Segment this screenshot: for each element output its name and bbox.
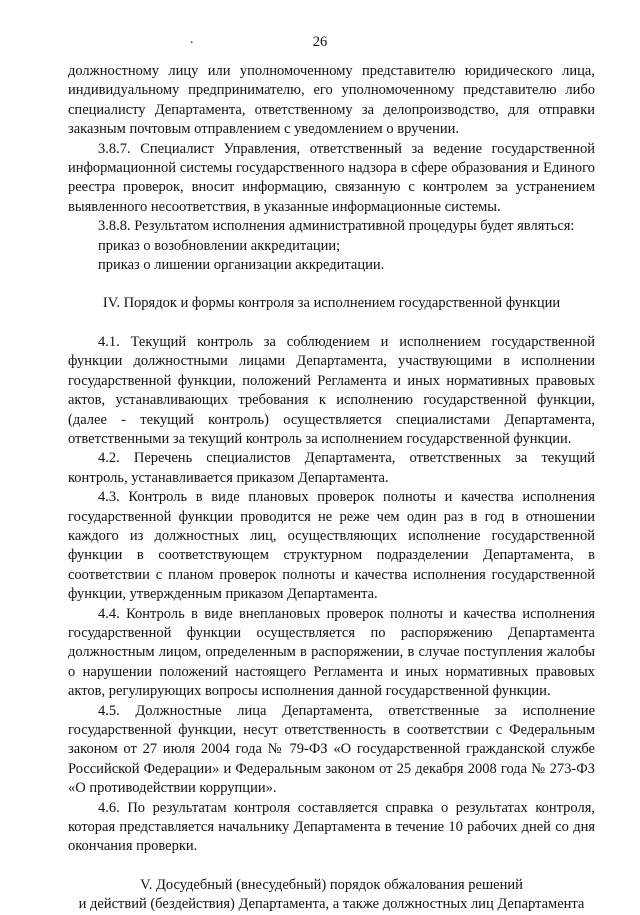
- stray-mark: .: [190, 32, 194, 47]
- document-body: [68, 62, 595, 915]
- paragraph-4-2: 4.2. Перечень специалистов Департамента, ответственных за текущий контроль, устанавливается приказом Департамента.: [68, 450, 595, 486]
- page-number: 26: [312, 34, 328, 50]
- paragraph-continuation: должностному лицу или уполномоченному представителю юридического лица, индивидуальному предпринимателю, его уполномоченному представителю либо специалисту Департамента, ответственному за делопроизводство, для отправки заказным почтовым отправлением с уведомлением о вручении.: [68, 63, 595, 138]
- paragraph-3-8-8-item-2: приказ о лишении организации аккредитации.: [98, 257, 385, 274]
- section-heading-v-line-2: и действий (бездействия) Департамента, а также должностных лиц Департамента: [78, 896, 585, 913]
- paragraph-4-4: 4.4. Контроль в виде внеплановых проверок полноты и качества исполнения государственной функции осуществляется по распоряжению Департамента должностным лицом, определенным в распоряжении, в случае поступления жалобы о нарушении положений настоящего Регламента и иных нормативных правовых актов, регулирующих вопросы исполнения данной государственной функции.: [68, 605, 595, 700]
- paragraph-4-1: 4.1. Текущий контроль за соблюдением и исполнением государственной функции должностными лицами Департамента, участвующими в исполнении государственной функции, положений Регламента и иных нормативных правовых актов, устанавливающих требования к исполнению государственной функции, (далее - текущий контроль) осуществляется специалистами Департамента, ответственными за текущий контроль за исполнением государственной функции.: [68, 333, 595, 447]
- paragraph-3-8-8-item-1: приказ о возобновлении аккредитации;: [98, 237, 341, 254]
- paragraph-3-8-8: 3.8.8. Результатом исполнения административной процедуры будет являться:: [98, 218, 575, 235]
- paragraph-4-6: 4.6. По результатам контроля составляется справка о результатах контроля, которая представляется начальнику Департамента в течение 10 рабочих дней со дня окончания проверки.: [68, 799, 595, 855]
- paragraph-3-8-7: 3.8.7. Специалист Управления, ответственный за ведение государственной информационной системы государственного надзора в сфере образования и Единого реестра проверок, вносит информацию, связанную с контролем за устранением выявленного несоответствия, в указанные информационные системы.: [68, 140, 595, 215]
- paragraph-4-5: 4.5. Должностные лица Департамента, ответственные за исполнение государственной функции, несут ответственность в соответствии с Федеральным законом от 27 июля 2004 года № 79-ФЗ «О государственной гражданской службе Российской Федерации» и Федеральным законом от 25 декабря 2008 года № 273-ФЗ «О противодействии коррупции».: [68, 702, 595, 797]
- section-heading-iv: IV. Порядок и формы контроля за исполнением государственной функции: [102, 295, 561, 312]
- paragraph-4-3: 4.3. Контроль в виде плановых проверок полноты и качества исполнения государственной функции проводится не реже чем один раз в год в отношении каждого из должностных лиц, осуществляющих исполнение государственной функции в соответствующем структурном подразделении Департамента, в соответствии с планом проверок полноты и качества исполнения государственной функции, утвержденным приказом Департамента.: [68, 489, 595, 603]
- section-heading-v-line-1: V. Досудебный (внесудебный) порядок обжалования решений: [140, 876, 523, 893]
